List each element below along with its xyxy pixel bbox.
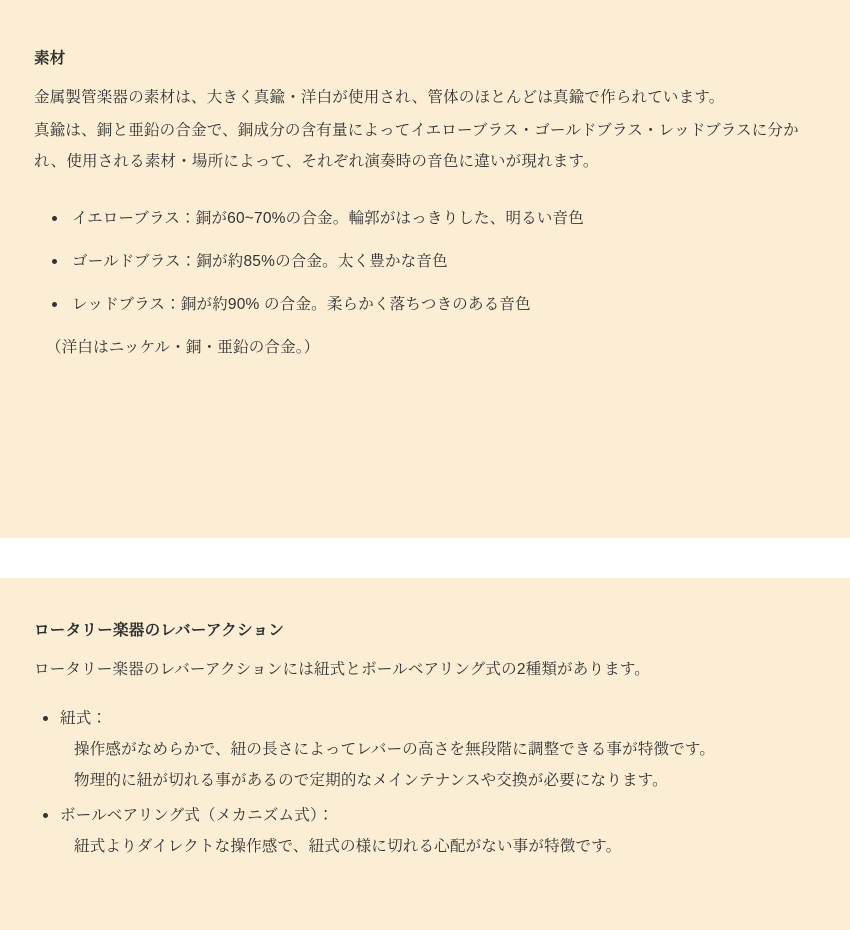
list-item-detail-line: 操作感がなめらかで、紐の長さによってレバーの高さを無段階に調整できる事が特徴です。 xyxy=(74,741,716,758)
lever-bullet-list xyxy=(34,703,816,862)
material-paragraph-2: 真鍮は、銅と亜鉛の合金で、銅成分の含有量によってイエローブラス・ゴールドブラス・レッドブラスに分かれ、使用される素材・場所によって、それぞれ演奏時の音色に違いが現れます。 xyxy=(34,122,799,170)
lever-paragraph: ロータリー楽器のレバーアクションには紐式とボールベアリング式の2種類があります。 xyxy=(34,661,651,678)
material-paragraph-1: 金属製管楽器の素材は、大きく真鍮・洋白が使用され、管体のほとんどは真鍮で作られています。 xyxy=(34,89,725,106)
material-bullet-list xyxy=(34,203,816,363)
list-item-details xyxy=(60,734,816,796)
section-lever-action xyxy=(0,578,850,930)
list-item xyxy=(42,800,816,862)
list-item: レッドブラス：銅が約90% の合金。柔らかく落ちつきのある音色 xyxy=(60,289,816,320)
section-divider xyxy=(0,538,850,578)
list-item: イエローブラス：銅が60~70%の合金。輪郭がはっきりした、明るい音色 xyxy=(60,203,816,234)
list-item xyxy=(42,703,816,796)
list-item-detail-line: 物理的に紐が切れる事があるので定期的なメインテナンスや交換が必要になります。 xyxy=(74,772,668,789)
page-title: 素材 xyxy=(34,50,66,67)
list-item-detail-line: 紐式よりダイレクトな操作感で、紐式の様に切れる心配がない事が特徴です。 xyxy=(74,838,622,855)
material-note: （洋白はニッケル・銅・亜鉛の合金。） xyxy=(46,339,320,356)
list-item-details xyxy=(60,831,816,862)
section-title-lever: ロータリー楽器のレバーアクション xyxy=(34,622,285,639)
list-item-heading: ボールベアリング式（メカニズム式）： xyxy=(60,807,334,824)
list-item-heading: 紐式： xyxy=(60,710,108,727)
list-item: ゴールドブラス：銅が約85%の合金。太く豊かな音色 xyxy=(60,246,816,277)
